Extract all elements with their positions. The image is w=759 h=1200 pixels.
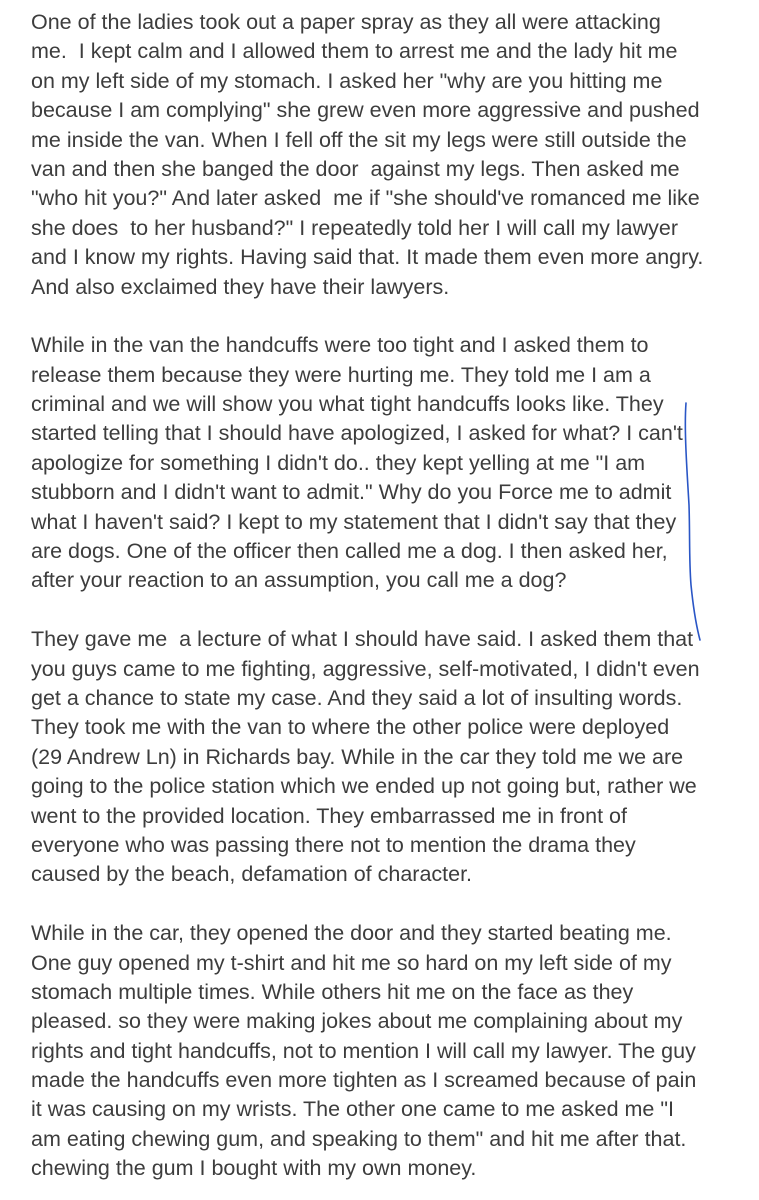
paragraph-1 (31, 8, 753, 302)
text-line: They took me with the van to where the other police were deployed (31, 715, 670, 740)
text-line: made the handcuffs even more tighten as I screamed because of pain (31, 1068, 697, 1093)
text-line: it was causing on my wrists. The other one came to me asked me "I (31, 1097, 674, 1122)
text-line: what I haven't said? I kept to my statement that I didn't say that they (31, 509, 677, 534)
text-line: everyone who was passing there not to mention the drama they (31, 832, 636, 857)
text-line: are dogs. One of the officer then called me a dog. I then asked her, (31, 539, 668, 564)
text-line: am eating chewing gum, and speaking to them" and hit me after that. (31, 1126, 687, 1151)
text-line: she does to her husband?" I repeatedly told her I will call my lawyer (31, 215, 678, 240)
document-page (31, 8, 753, 1184)
paragraph-gap (31, 890, 753, 919)
text-line: chewing the gum I bought with my own money. (31, 1156, 477, 1181)
paragraph-4 (31, 919, 753, 1184)
text-line: on my left side of my stomach. I asked her "why are you hitting me (31, 68, 663, 93)
text-line: They gave me a lecture of what I should have said. I asked them that (31, 627, 694, 652)
text-line: criminal and we will show you what tight handcuffs looks like. They (31, 392, 664, 417)
text-line: apologize for something I didn't do.. they kept yelling at me "I am (31, 450, 646, 475)
text-line: me. I kept calm and I allowed them to arrest me and the lady hit me (31, 39, 678, 64)
text-line: stomach multiple times. While others hit me on the face as they (31, 979, 634, 1004)
text-line: going to the police station which we ended up not going but, rather we (31, 774, 697, 799)
text-line: started telling that I should have apologized, I asked for what? I can't (31, 421, 683, 446)
text-line: While in the car, they opened the door and they started beating me. (31, 921, 672, 946)
text-line: me inside the van. When I fell off the sit my legs were still outside the (31, 127, 687, 152)
paragraph-3 (31, 625, 753, 890)
text-line: caused by the beach, defamation of character. (31, 862, 473, 887)
text-line: went to the provided location. They embarrassed me in front of (31, 803, 627, 828)
text-line: get a chance to state my case. And they said a lot of insulting words. (31, 685, 683, 710)
text-line: (29 Andrew Ln) in Richards bay. While in the car they told me we are (31, 744, 684, 769)
text-line: rights and tight handcuffs, not to mention I will call my lawyer. The guy (31, 1038, 696, 1063)
text-line: and I know my rights. Having said that. It made them even more angry. (31, 245, 704, 270)
paragraph-2 (31, 331, 753, 596)
text-line: van and then she banged the door against my legs. Then asked me (31, 156, 680, 181)
text-line: One of the ladies took out a paper spray as they all were attacking (31, 10, 661, 34)
text-line: While in the van the handcuffs were too tight and I asked them to (31, 333, 649, 358)
text-line: stubborn and I didn't want to admit." Why do you Force me to admit (31, 480, 672, 505)
text-line: One guy opened my t-shirt and hit me so hard on my left side of my (31, 950, 672, 975)
text-line: release them because they were hurting me. They told me I am a (31, 362, 651, 387)
text-line: after your reaction to an assumption, you call me a dog? (31, 568, 567, 593)
text-line: pleased. so they were making jokes about me complaining about my (31, 1009, 683, 1034)
text-line: "who hit you?" And later asked me if "she should've romanced me like (31, 186, 700, 211)
paragraph-gap (31, 596, 753, 625)
text-line: And also exclaimed they have their lawyers. (31, 274, 450, 299)
paragraph-gap (31, 302, 753, 331)
text-line: because I am complying" she grew even more aggressive and pushed (31, 98, 700, 123)
text-line: you guys came to me fighting, aggressive, self-motivated, I didn't even (31, 656, 700, 681)
